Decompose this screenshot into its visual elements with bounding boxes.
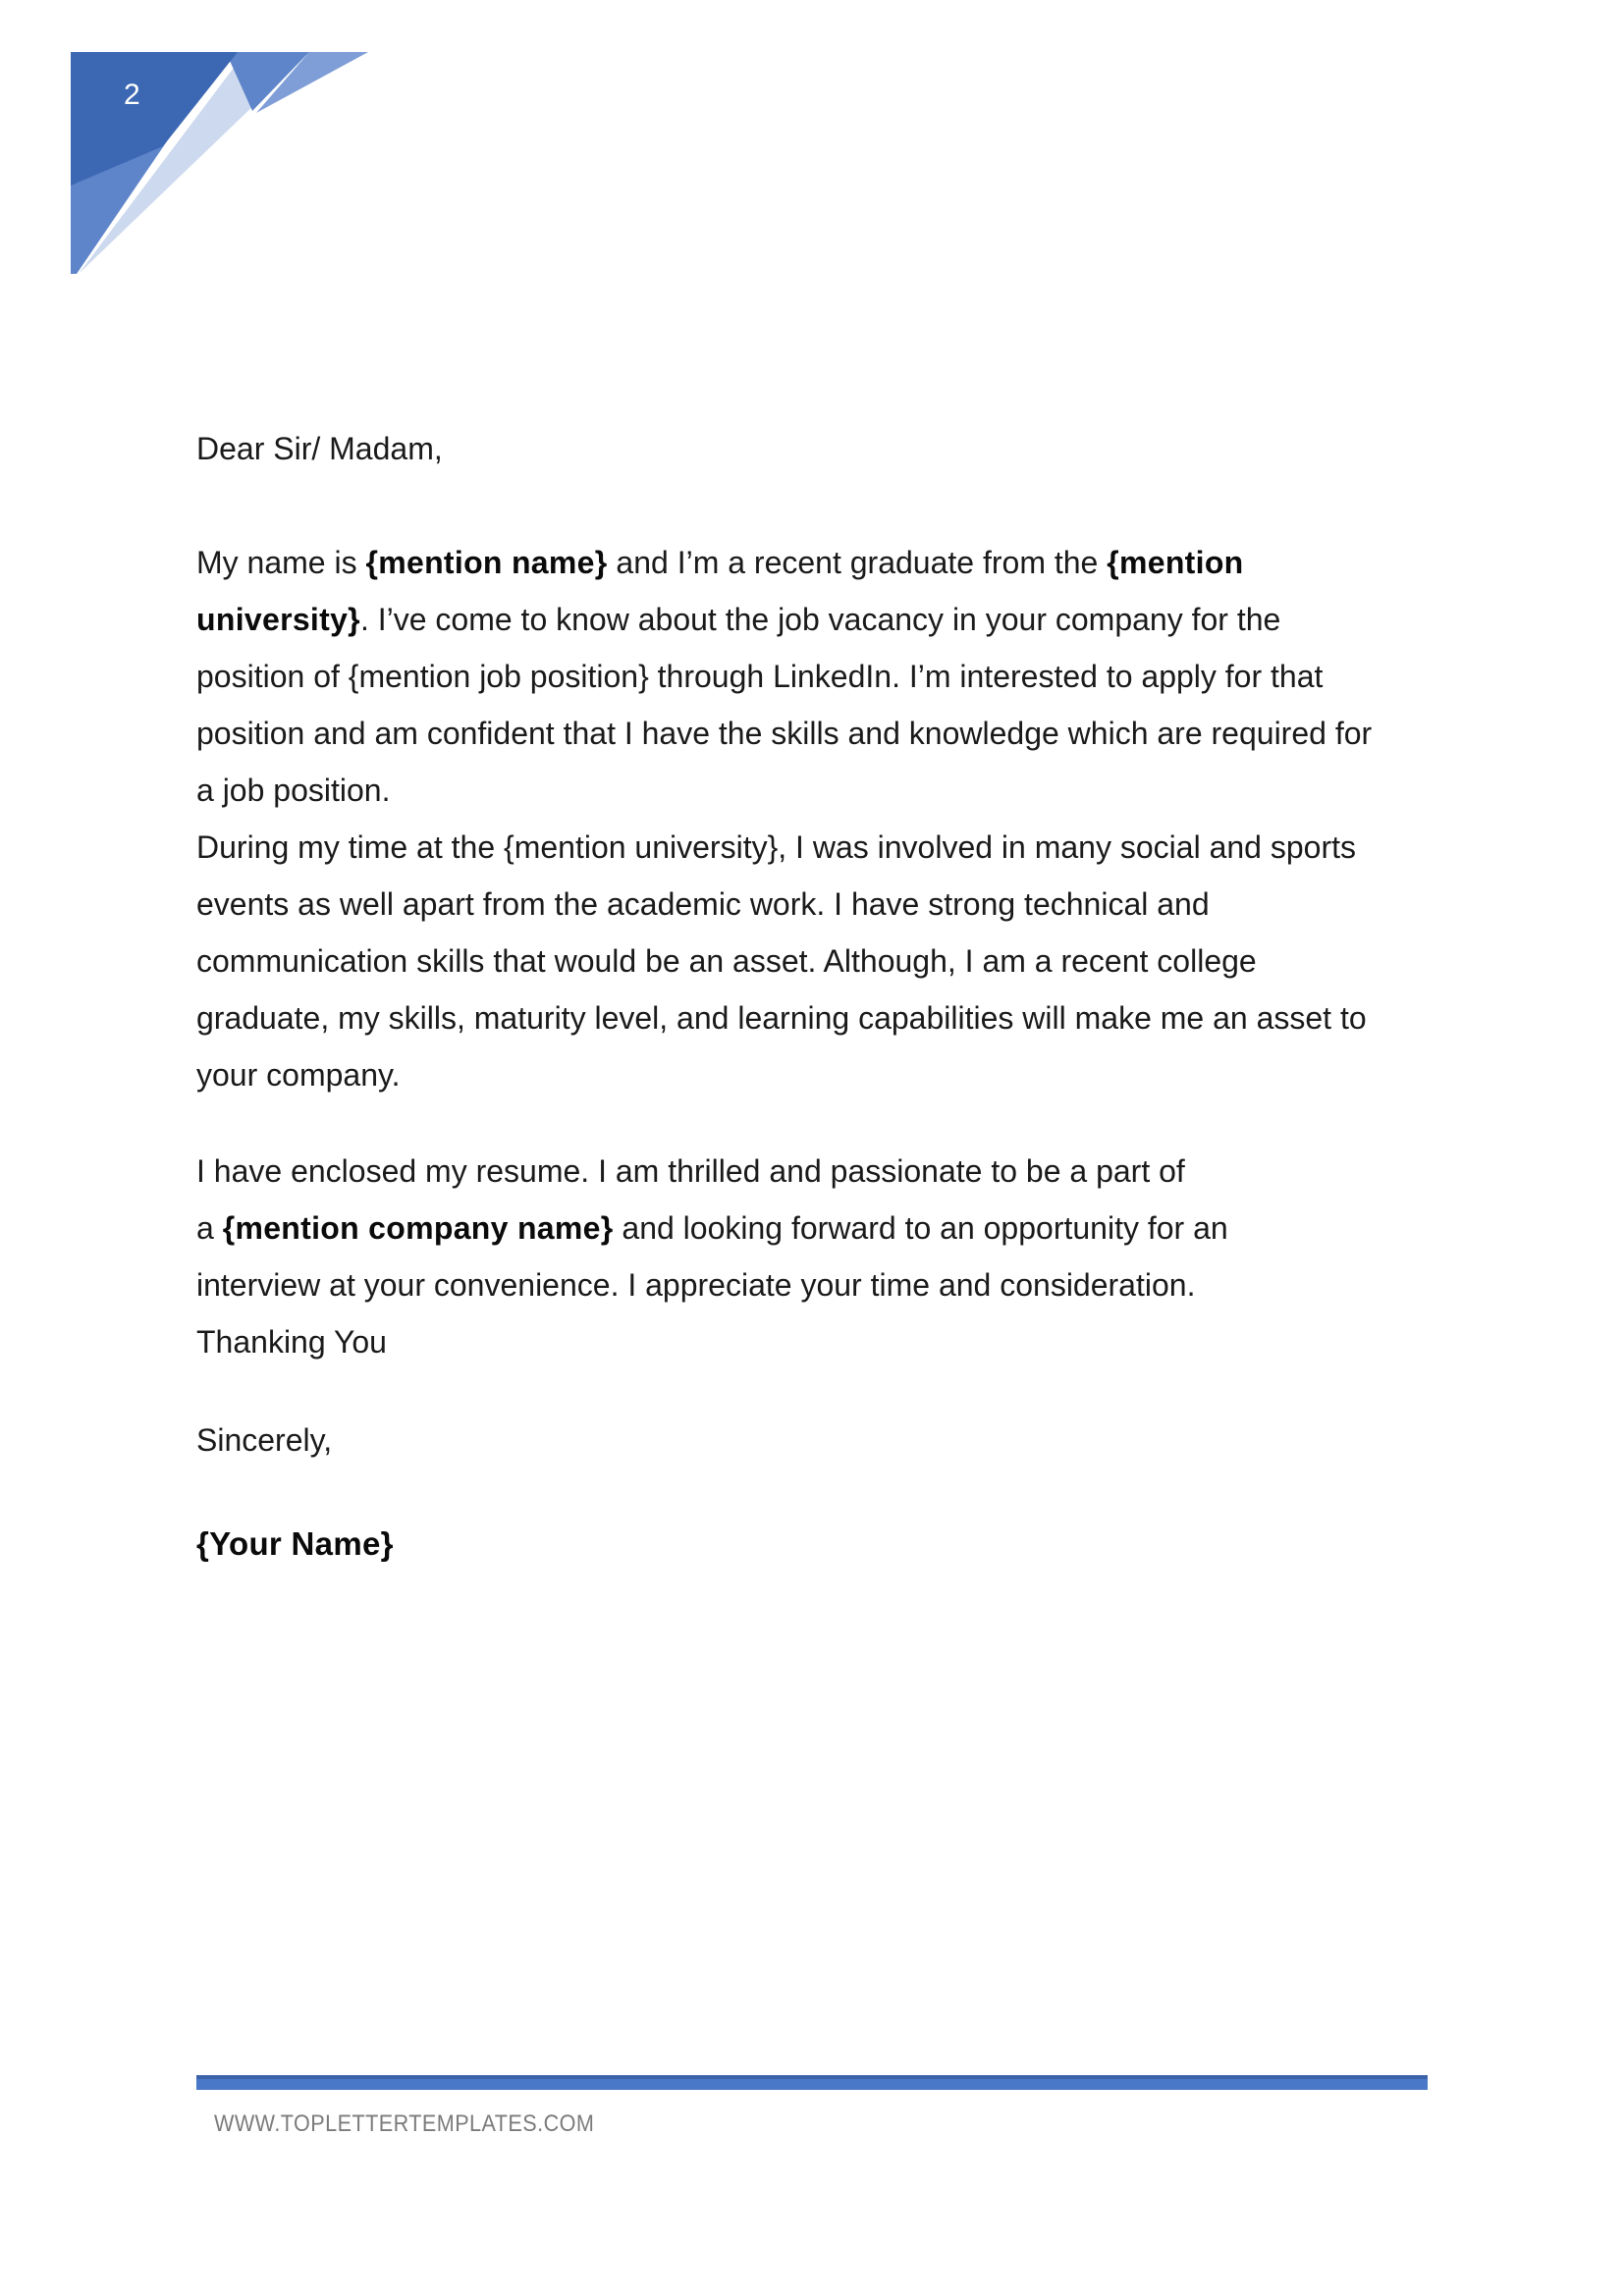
body-text: I have enclosed my resume. I am thrilled and passionate to be a part of — [196, 1153, 1185, 1189]
body-text: graduate, my skills, maturity level, and learning capabilities will make me an asset to — [196, 1000, 1367, 1036]
body-text: During my time at the {mention university}, I was involved in many social and sports — [196, 829, 1356, 865]
body-text: interview at your convenience. I appreciate your time and consideration. — [196, 1267, 1196, 1303]
body-text: events as well apart from the academic work. I have strong technical and — [196, 886, 1210, 922]
text-line — [196, 534, 1434, 591]
text-line — [196, 648, 1434, 705]
placeholder-bold-text: {mention name} — [365, 545, 608, 580]
page-number: 2 — [124, 79, 140, 111]
letter-content — [196, 420, 1434, 1573]
paragraph — [196, 819, 1434, 1103]
corner-decoration — [71, 52, 370, 276]
footer-website-text: WWW.TOPLETTERTEMPLATES.COM — [214, 2110, 595, 2137]
placeholder-bold-text: {mention — [1107, 545, 1244, 580]
placeholder-bold-text: {mention company name} — [222, 1210, 614, 1246]
body-text: communication skills that would be an asset. Although, I am a recent college — [196, 943, 1257, 979]
paragraph — [196, 1313, 1434, 1370]
text-line — [196, 1313, 1434, 1370]
body-text: . I’ve come to know about the job vacancy in your company for the — [359, 602, 1281, 637]
body-text: a — [196, 1210, 223, 1246]
text-line — [196, 1200, 1434, 1256]
text-line — [196, 1143, 1434, 1200]
text-line — [196, 989, 1434, 1046]
paragraph — [196, 534, 1434, 819]
body-text: your company. — [196, 1057, 401, 1093]
paragraph — [196, 1143, 1434, 1313]
text-line — [196, 933, 1434, 989]
body-text: and I’m a recent graduate from the — [607, 545, 1108, 580]
closing: Sincerely, — [196, 1422, 333, 1458]
text-line — [196, 1256, 1434, 1313]
placeholder-bold-text: university} — [196, 602, 360, 637]
text-line — [196, 819, 1434, 876]
text-line — [196, 1046, 1434, 1103]
signature-placeholder: {Your Name} — [196, 1525, 394, 1562]
body-text: position of {mention job position} through LinkedIn. I’m interested to apply for that — [196, 659, 1324, 694]
body-text: a job position. — [196, 773, 391, 808]
body-text: Thanking You — [196, 1324, 387, 1360]
body-text: and looking forward to an opportunity for an — [613, 1210, 1228, 1246]
greeting: Dear Sir/ Madam, — [196, 431, 443, 466]
letter-body — [196, 534, 1434, 1370]
footer-accent-bar — [196, 2075, 1428, 2090]
text-line — [196, 705, 1434, 762]
text-line — [196, 762, 1434, 819]
text-line — [196, 591, 1434, 648]
text-line — [196, 876, 1434, 933]
body-text: position and am confident that I have the skills and knowledge which are required for — [196, 716, 1373, 751]
body-text: My name is — [196, 545, 366, 580]
